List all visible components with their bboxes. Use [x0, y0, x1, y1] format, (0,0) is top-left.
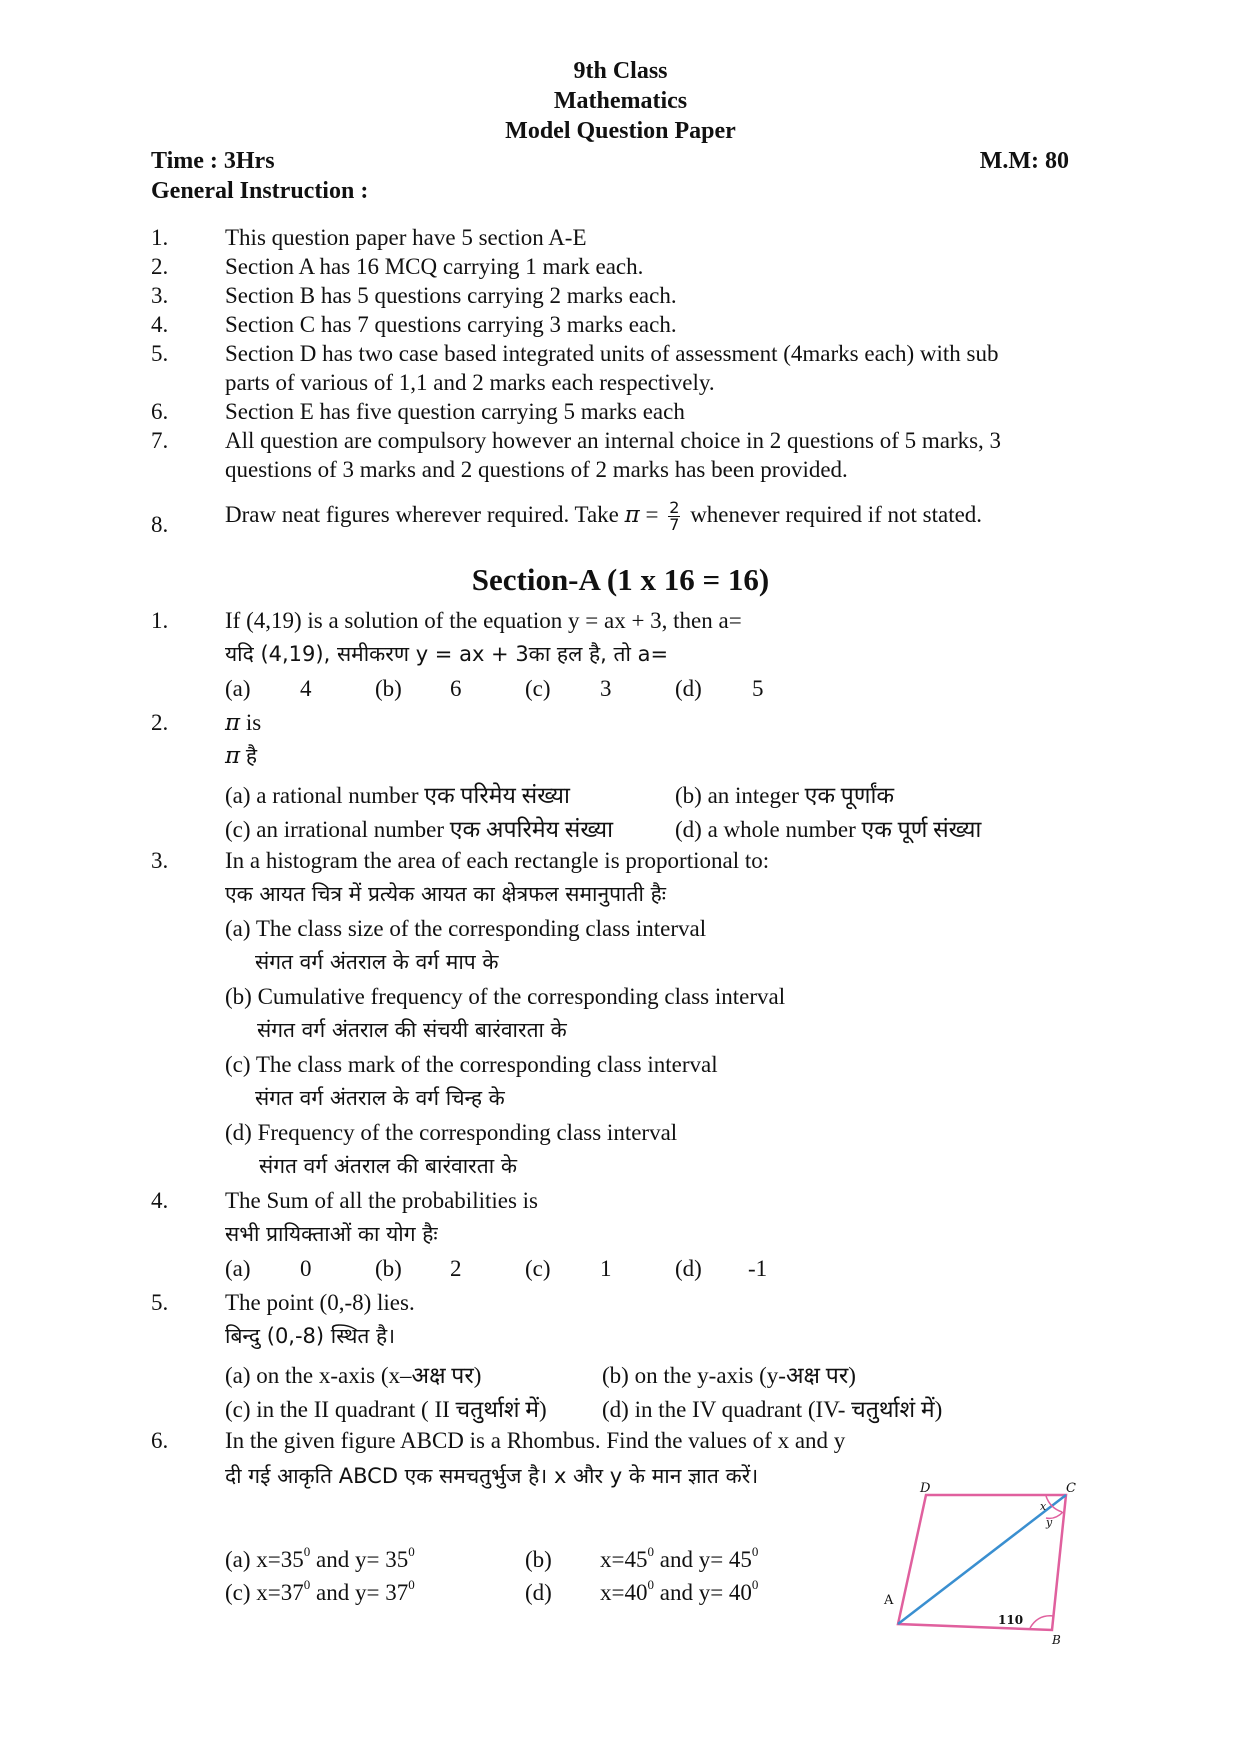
option-a: (a) on the x-axis (x–अक्ष पर) — [225, 1363, 482, 1388]
option-a: (a) a rational number एक परिमेय संख्या — [225, 783, 570, 808]
class-title: 9th Class — [573, 58, 668, 84]
option-c-hi: संगत वर्ग अंतराल के वर्ग चिन्ह के — [255, 1086, 505, 1110]
instructions-title: General Instruction : — [151, 178, 369, 204]
option-b-label: (b) — [525, 1547, 552, 1572]
option-x-value: x=45 — [600, 1547, 648, 1572]
degree-sup: 0 — [647, 1577, 654, 1593]
instruction-number: 5. — [151, 341, 169, 366]
instruction-text — [225, 500, 982, 533]
paper-title: Model Question Paper — [505, 118, 736, 144]
option-value: 4 — [300, 676, 312, 701]
question-text-en: The point (0,-8) lies. — [225, 1290, 415, 1315]
question-number: 6. — [151, 1428, 169, 1453]
option-d-label: (d) — [525, 1580, 552, 1605]
option-label: (d) — [675, 1256, 702, 1281]
max-marks-label: M.M: 80 — [979, 148, 1069, 174]
vertex-c-label: C — [1066, 1481, 1076, 1496]
degree-sup: 0 — [408, 1577, 415, 1593]
option-label: (d) — [675, 676, 702, 701]
option-label: (c) — [525, 676, 551, 701]
degree-sup: 0 — [303, 1544, 311, 1560]
time-label: Time : 3Hrs — [151, 148, 275, 174]
option-c — [225, 1577, 415, 1606]
option-d: (d) a whole number एक पूर्ण संख्या — [675, 817, 982, 842]
angle-110-label: 110 — [998, 1613, 1024, 1627]
option-value: 2 — [450, 1256, 462, 1281]
question-number: 1. — [151, 608, 169, 633]
angle-b-arc — [1030, 1616, 1054, 1628]
instruction-number: 4. — [151, 312, 169, 337]
subject-title: Mathematics — [553, 88, 688, 114]
instruction-text: Section C has 7 questions carrying 3 marks each. — [225, 312, 677, 337]
question-text-hi: एक आयत चित्र में प्रत्येक आयत का क्षेत्रफल समानुपाती हैः — [225, 882, 666, 906]
question-text-hi: बिन्दु (0,-8) स्थित है। — [225, 1324, 396, 1348]
option-label: (a) — [225, 676, 251, 701]
option-b — [600, 1544, 759, 1573]
option-d-en: (d) Frequency of the corresponding class interval — [225, 1120, 678, 1145]
degree-sup: 0 — [751, 1577, 759, 1593]
option-value: 6 — [450, 676, 462, 701]
instruction-text: All question are compulsory however an internal choice in 2 questions of 5 marks, 3 — [225, 428, 1002, 453]
angle-x-label: x — [1040, 1500, 1047, 1513]
option-value: 1 — [600, 1256, 612, 1281]
vertex-a-label: A — [884, 1593, 894, 1608]
instruction-text: Section B has 5 questions carrying 2 marks each. — [225, 283, 677, 308]
vertex-d-label: D — [920, 1481, 931, 1496]
instruction-number: 6. — [151, 399, 169, 424]
instruction-number: 1. — [151, 225, 169, 250]
option-label: (b) — [375, 1256, 402, 1281]
option-y-value: and y= 37 — [310, 1580, 409, 1605]
diagonal-ac — [898, 1495, 1066, 1624]
instruction-number: 3. — [151, 283, 169, 308]
instruction-text-before: Draw neat figures wherever required. Take — [225, 501, 619, 527]
instruction-number: 2. — [151, 254, 169, 279]
fraction-2-over-7 — [668, 500, 680, 533]
option-d: (d) in the IV quadrant (IV- चतुर्थाशं में) — [602, 1397, 943, 1422]
option-c: (c) an irrational number एक अपरिमेय संख्या — [225, 817, 614, 842]
question-text-hi: दी गई आकृति ABCD एक समचतुर्भुज है। x और y के मान ज्ञात करें। — [225, 1464, 759, 1488]
option-label: (a) — [225, 1547, 251, 1572]
pi-symbol: π — [225, 743, 241, 769]
question-text-en: If (4,19) is a solution of the equation y = ax + 3, then a= — [225, 608, 742, 633]
option-value: 0 — [300, 1256, 312, 1281]
option-a-hi: संगत वर्ग अंतराल के वर्ग माप के — [255, 950, 499, 974]
option-x-value: x=40 — [600, 1580, 648, 1605]
instruction-text: Section A has 16 MCQ carrying 1 mark each. — [225, 254, 644, 279]
pi-symbol: π — [225, 710, 241, 736]
question-text-hi: यदि (4,19), समीकरण y = ax + 3का हल है, तो a= — [225, 642, 669, 666]
option-d-hi: संगत वर्ग अंतराल की बारंवारता के — [259, 1154, 517, 1178]
option-b: (b) on the y-axis (y-अक्ष पर) — [602, 1363, 856, 1388]
section-a-title: Section-A (1 x 16 = 16) — [471, 562, 770, 597]
question-text-hi — [225, 742, 257, 770]
option-y-value: and y= 35 — [310, 1547, 409, 1572]
question-number: 5. — [151, 1290, 169, 1315]
option-x-value: x=35 — [256, 1547, 304, 1572]
question-number: 3. — [151, 848, 169, 873]
option-y-value: and y= 40 — [653, 1580, 752, 1605]
instruction-text: This question paper have 5 section A-E — [225, 225, 587, 250]
pi-symbol: π — [624, 501, 640, 528]
option-c-en: (c) The class mark of the corresponding class interval — [225, 1052, 718, 1077]
question-text-hi: सभी प्रायिक्ताओं का योग हैः — [225, 1222, 438, 1246]
question-text-en: In the given figure ABCD is a Rhombus. Find the values of x and y — [225, 1428, 846, 1453]
instruction-text: Section E has five question carrying 5 marks each — [225, 399, 685, 424]
rhombus-figure — [880, 1478, 1080, 1648]
degree-sup: 0 — [303, 1577, 311, 1593]
option-y-value: and y= 45 — [653, 1547, 752, 1572]
question-text-en — [225, 710, 261, 736]
degree-sup: 0 — [751, 1544, 759, 1560]
option-b-hi: संगत वर्ग अंतराल की संचयी बारंवारता के — [257, 1018, 567, 1042]
option-b-en: (b) Cumulative frequency of the corresponding class interval — [225, 984, 786, 1009]
question-number: 2. — [151, 710, 169, 735]
angle-y-label: y — [1046, 1516, 1053, 1529]
equals-sign: = — [645, 501, 659, 527]
fraction-denominator: 7 — [669, 515, 680, 534]
option-a-en: (a) The class size of the corresponding class interval — [225, 916, 707, 941]
vertex-b-label: B — [1052, 1633, 1061, 1647]
option-b: (b) an integer एक पूर्णांक — [675, 783, 895, 808]
option-label: (b) — [375, 676, 402, 701]
option-d — [600, 1577, 759, 1606]
degree-sup: 0 — [647, 1544, 654, 1560]
option-x-value: x=37 — [256, 1580, 304, 1605]
fraction-numerator: 2 — [669, 498, 680, 517]
question-text-en: The Sum of all the probabilities is — [225, 1188, 539, 1213]
question-text-hi-rest: है — [245, 744, 258, 768]
instruction-text-continued: questions of 3 marks and 2 questions of 2 marks has been provided. — [225, 457, 848, 482]
option-a — [225, 1544, 415, 1573]
option-label: (c) — [225, 1580, 251, 1605]
instruction-text: Section D has two case based integrated units of assessment (4marks each) with sub — [225, 341, 999, 366]
option-value: 3 — [600, 676, 612, 701]
option-label: (c) — [525, 1256, 551, 1281]
instruction-number: 8. — [151, 512, 169, 537]
option-label: (a) — [225, 1256, 251, 1281]
option-c: (c) in the II quadrant ( II चतुर्थाशं में) — [225, 1397, 547, 1422]
question-text-en-rest: is — [245, 710, 262, 735]
question-number: 4. — [151, 1188, 169, 1213]
degree-sup: 0 — [408, 1544, 415, 1560]
instruction-number: 7. — [151, 428, 169, 453]
question-text-en: In a histogram the area of each rectangle is proportional to: — [225, 848, 770, 873]
option-value: -1 — [748, 1256, 768, 1281]
instruction-text-continued: parts of various of 1,1 and 2 marks each respectively. — [225, 370, 715, 395]
option-value: 5 — [752, 676, 764, 701]
instruction-text-after: whenever required if not stated. — [690, 501, 983, 527]
